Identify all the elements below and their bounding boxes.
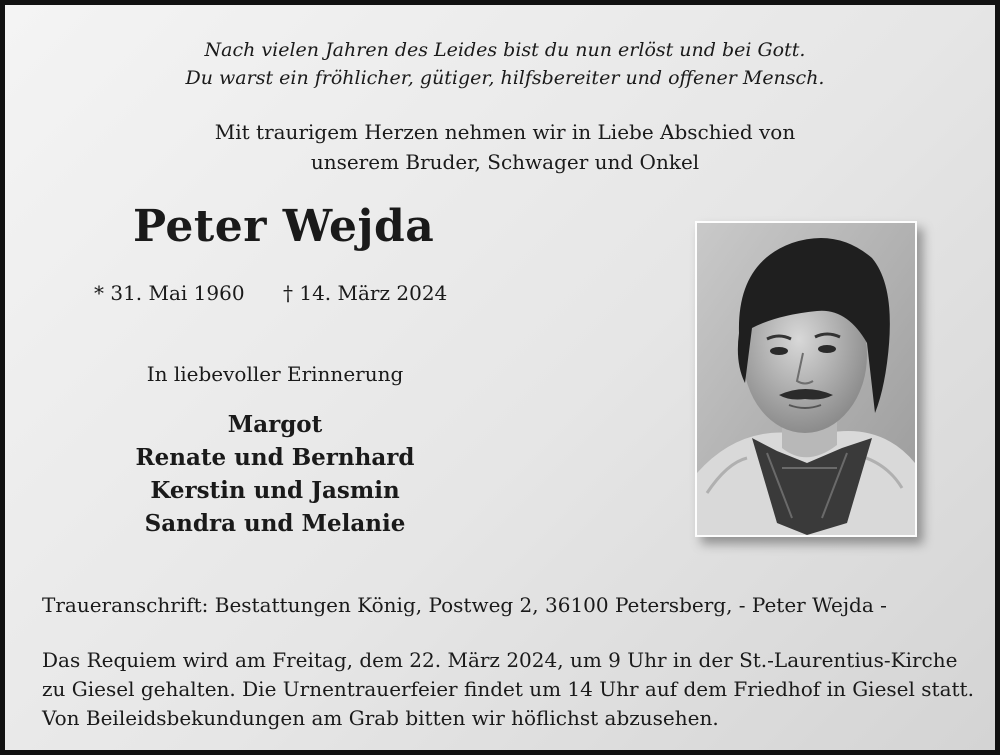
portrait-image <box>697 223 915 535</box>
mourner-name: Renate und Bernhard <box>135 444 415 471</box>
portrait-photo <box>695 221 917 537</box>
farewell-intro <box>5 117 1000 177</box>
intro-line-1: Mit traurigem Herzen nehmen wir in Liebe Abschied von <box>214 120 796 144</box>
motto-line-1: Nach vielen Jahren des Leides bist du nun erlöst und bei Gott. <box>204 39 806 61</box>
death-date: † 14. März 2024 <box>283 281 448 305</box>
mourning-address: Traueranschrift: Bestattungen König, Postweg 2, 36100 Petersberg, - Peter Wejda - <box>42 593 887 617</box>
details-line-2: zu Giesel gehalten. Die Urnentrauerfeier findet um 14 Uhr auf dem Friedhof in Giesel statt. <box>42 677 974 701</box>
mourner-name: Kerstin und Jasmin <box>150 477 400 504</box>
deceased-name: Peter Wejda <box>133 201 435 252</box>
intro-line-2: unserem Bruder, Schwager und Onkel <box>310 150 700 174</box>
memory-label: In liebevoller Erinnerung <box>146 362 404 386</box>
memorial-motto <box>5 36 1000 92</box>
motto-line-2: Du warst ein fröhlicher, gütiger, hilfsbereiter und offener Mensch. <box>185 67 825 89</box>
mourner-name: Sandra und Melanie <box>144 510 406 537</box>
details-line-3: Von Beileidsbekundungen am Grab bitten wir höflichst abzusehen. <box>42 706 719 730</box>
mourner-name: Margot <box>227 411 323 438</box>
mourners-list <box>5 408 545 540</box>
service-details <box>42 646 974 733</box>
birth-date: * 31. Mai 1960 <box>94 281 245 305</box>
details-line-1: Das Requiem wird am Freitag, dem 22. März 2024, um 9 Uhr in der St.-Laurentius-Kirche <box>42 648 958 672</box>
